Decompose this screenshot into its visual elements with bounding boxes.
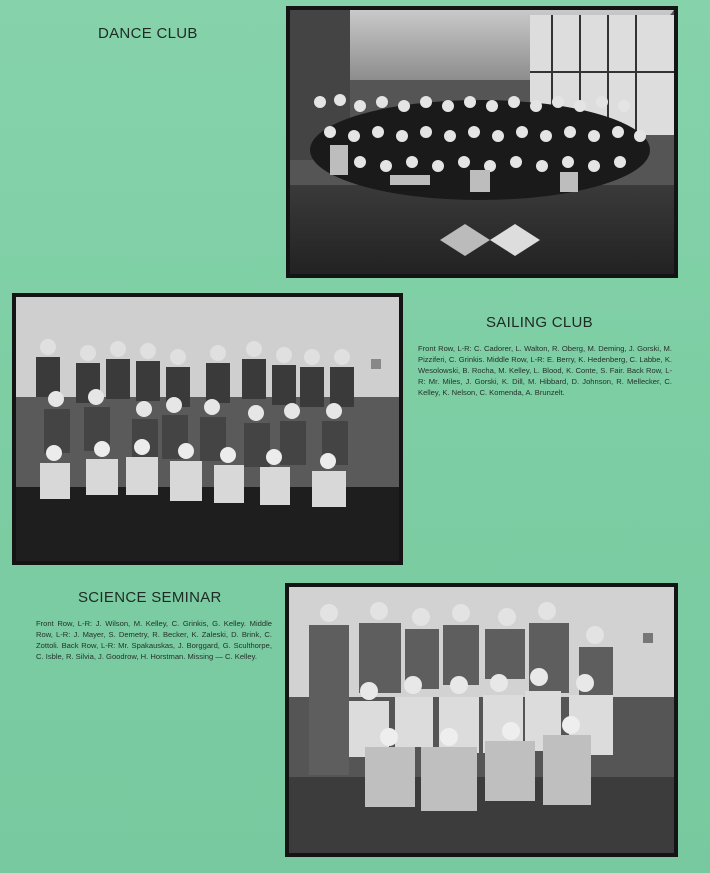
science-seminar-heading: SCIENCE SEMINAR bbox=[78, 589, 222, 606]
science-seminar-caption: Front Row, L-R: J. Wilson, M. Kelley, C. Grinkis, G. Kelley. Middle Row, L-R: J. Mayer, S. Demetry, R. Becker, K. Zaleski, D. Brink, C. Zottoli. Back Row, L-R: Mr. Spakauskas, J. Borggard, G. Sculthorpe, C. Isble, R. Silvia, J. Goodrow, H. Horstman. Missing — C. Kelley. bbox=[36, 619, 272, 661]
sailing-club-heading: SAILING CLUB bbox=[486, 314, 593, 331]
sailing-club-caption: Front Row, L-R: C. Cadorer, L. Walton, R. Oberg, M. Deming, J. Gorski, M. Pizziferi, C. Grinkis. Middle Row, L-R: E. Berry, K. Hedenberg, C. Labbe, K. Wesolowski, B. Rocha, M. Kelley, L. Blood, K. Conte, S. Fair. Back Row, L-R: Mr. Miles, J. Gorski, K. Dill, M. Hibbard, D. Johnson, R. Mellecker, C. Kelley, K. Nelson, C. Komenda, A. Brunzelt. bbox=[418, 344, 672, 397]
dance-club-photo bbox=[286, 6, 678, 278]
science-seminar-photo bbox=[285, 583, 678, 857]
dance-club-heading: DANCE CLUB bbox=[98, 25, 198, 42]
sailing-club-photo bbox=[12, 293, 403, 565]
